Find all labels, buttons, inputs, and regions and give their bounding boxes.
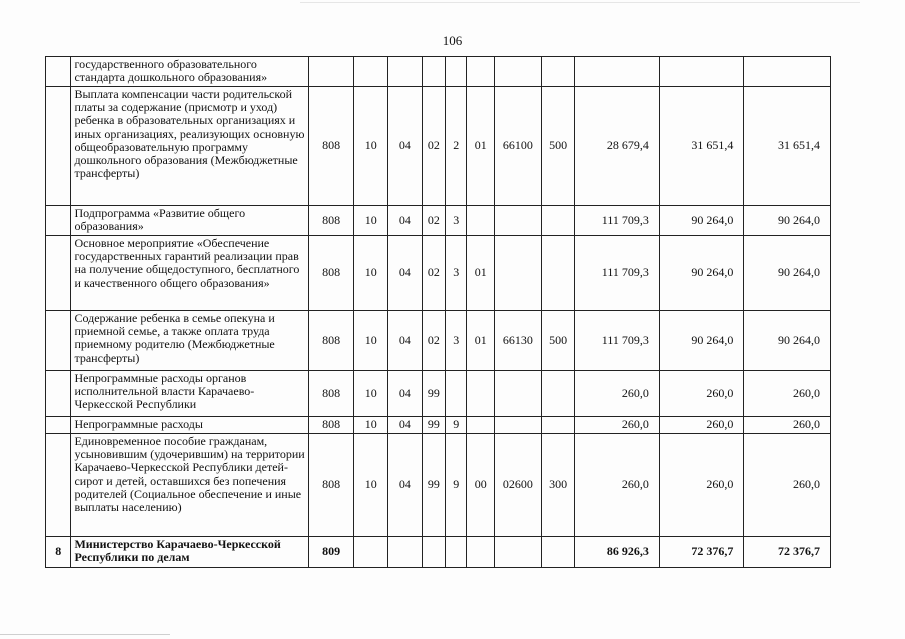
cell-direction: 02600 <box>494 434 541 537</box>
cell-amount-2: 260,0 <box>659 371 744 417</box>
cell-gr: 808 <box>308 417 354 434</box>
cell-program <box>422 57 445 87</box>
cell-amount-3: 90 264,0 <box>744 311 831 371</box>
cell-amount-3: 90 264,0 <box>744 206 831 236</box>
cell-amount-3: 260,0 <box>744 434 831 537</box>
cell-pr <box>388 57 423 87</box>
row-number <box>46 236 71 311</box>
table-row <box>46 371 831 417</box>
cell-gr: 809 <box>308 537 354 568</box>
cell-vr: 500 <box>541 311 575 371</box>
cell-subprogram: 3 <box>446 236 467 311</box>
cell-vr <box>541 537 575 568</box>
cell-amount-2: 90 264,0 <box>659 206 744 236</box>
cell-subprogram <box>446 371 467 417</box>
cell-event: 01 <box>467 236 494 311</box>
row-number <box>46 206 71 236</box>
cell-amount-2: 260,0 <box>659 434 744 537</box>
row-name: Выплата компенсации части родительской платы за содержание (присмотр и уход) ребенка в образовательных организациях и иных организациях, реализующих основную общеобразовательную программу дошкольного образования (Межбюджетные трансферты) <box>71 87 308 206</box>
row-name: государственного образовательного стандарта дошкольного образования» <box>71 57 308 87</box>
cell-rz: 10 <box>354 87 388 206</box>
cell-rz <box>354 57 388 87</box>
cell-vr <box>541 206 575 236</box>
table-row <box>46 57 831 87</box>
cell-gr: 808 <box>308 434 354 537</box>
cell-pr: 04 <box>388 311 423 371</box>
cell-amount-1 <box>575 57 660 87</box>
cell-subprogram: 3 <box>446 206 467 236</box>
cell-vr: 500 <box>541 87 575 206</box>
cell-event <box>467 537 494 568</box>
cell-gr: 808 <box>308 371 354 417</box>
cell-rz: 10 <box>354 206 388 236</box>
cell-gr <box>308 57 354 87</box>
cell-amount-1: 86 926,3 <box>575 537 660 568</box>
row-number <box>46 417 71 434</box>
row-number <box>46 311 71 371</box>
cell-amount-2: 72 376,7 <box>659 537 744 568</box>
row-name: Основное мероприятие «Обеспечение государственных гарантий реализации прав на получение общедоступного, бесплатного и качественного общего образования» <box>71 236 308 311</box>
cell-direction <box>494 371 541 417</box>
cell-event: 01 <box>467 311 494 371</box>
cell-vr: 300 <box>541 434 575 537</box>
cell-amount-3 <box>744 57 831 87</box>
cell-direction <box>494 417 541 434</box>
cell-subprogram: 9 <box>446 434 467 537</box>
cell-gr: 808 <box>308 206 354 236</box>
cell-rz: 10 <box>354 371 388 417</box>
row-name: Непрограммные расходы органов исполнительной власти Карачаево-Черкесской Республики <box>71 371 308 417</box>
cell-rz: 10 <box>354 434 388 537</box>
cell-pr: 04 <box>388 206 423 236</box>
cell-amount-3: 260,0 <box>744 417 831 434</box>
cell-vr <box>541 371 575 417</box>
cell-amount-3: 72 376,7 <box>744 537 831 568</box>
cell-pr: 04 <box>388 87 423 206</box>
cell-subprogram <box>446 57 467 87</box>
scan-artifact-line <box>300 2 860 3</box>
cell-event <box>467 57 494 87</box>
cell-vr <box>541 236 575 311</box>
cell-gr: 808 <box>308 87 354 206</box>
cell-subprogram <box>446 537 467 568</box>
row-name: Непрограммные расходы <box>71 417 308 434</box>
cell-amount-3: 260,0 <box>744 371 831 417</box>
table-row <box>46 87 831 206</box>
cell-amount-1: 260,0 <box>575 434 660 537</box>
cell-program: 99 <box>422 417 445 434</box>
cell-amount-2: 90 264,0 <box>659 311 744 371</box>
table-row <box>46 236 831 311</box>
row-number <box>46 87 71 206</box>
cell-subprogram: 3 <box>446 311 467 371</box>
cell-event <box>467 371 494 417</box>
table-row <box>46 311 831 371</box>
cell-program: 02 <box>422 236 445 311</box>
table-row <box>46 206 831 236</box>
cell-amount-2: 260,0 <box>659 417 744 434</box>
cell-amount-3: 90 264,0 <box>744 236 831 311</box>
cell-direction <box>494 206 541 236</box>
cell-amount-1: 28 679,4 <box>575 87 660 206</box>
cell-rz: 10 <box>354 417 388 434</box>
cell-gr: 808 <box>308 236 354 311</box>
cell-pr: 04 <box>388 371 423 417</box>
cell-rz <box>354 537 388 568</box>
cell-event <box>467 417 494 434</box>
cell-program: 99 <box>422 371 445 417</box>
cell-direction <box>494 236 541 311</box>
cell-pr: 04 <box>388 417 423 434</box>
cell-subprogram: 9 <box>446 417 467 434</box>
cell-amount-1: 111 709,3 <box>575 206 660 236</box>
scan-artifact-line <box>0 634 170 635</box>
cell-vr <box>541 57 575 87</box>
cell-amount-3: 31 651,4 <box>744 87 831 206</box>
cell-amount-1: 260,0 <box>575 417 660 434</box>
cell-program: 02 <box>422 206 445 236</box>
table-row <box>46 537 831 568</box>
cell-program: 02 <box>422 87 445 206</box>
cell-event <box>467 206 494 236</box>
cell-amount-1: 111 709,3 <box>575 311 660 371</box>
cell-amount-2: 90 264,0 <box>659 236 744 311</box>
cell-amount-1: 111 709,3 <box>575 236 660 311</box>
page-number: 106 <box>442 33 463 48</box>
row-name: Подпрограмма «Развитие общего образования» <box>71 206 308 236</box>
row-name: Содержание ребенка в семье опекуна и приемной семье, а также оплата труда приемному родителю (Межбюджетные трансферты) <box>71 311 308 371</box>
cell-event: 01 <box>467 87 494 206</box>
cell-program: 02 <box>422 311 445 371</box>
cell-rz: 10 <box>354 311 388 371</box>
row-name: Единовременное пособие гражданам, усыновившим (удочерившим) на территории Карачаево-Черкесской Республики детей-сирот и детей, оставшихся без попечения родителей (Социальное обеспечение и иные выплаты населению) <box>71 434 308 537</box>
row-number: 8 <box>46 537 71 568</box>
cell-program: 99 <box>422 434 445 537</box>
cell-amount-2 <box>659 57 744 87</box>
cell-direction <box>494 537 541 568</box>
cell-pr: 04 <box>388 434 423 537</box>
cell-amount-2: 31 651,4 <box>659 87 744 206</box>
cell-program <box>422 537 445 568</box>
cell-direction <box>494 57 541 87</box>
row-name: Министерство Карачаево-Черкесской Республики по делам <box>71 537 308 568</box>
budget-table <box>45 56 831 568</box>
row-number <box>46 371 71 417</box>
cell-subprogram: 2 <box>446 87 467 206</box>
cell-direction: 66100 <box>494 87 541 206</box>
cell-pr: 04 <box>388 236 423 311</box>
table-row <box>46 434 831 537</box>
table-row <box>46 417 831 434</box>
cell-amount-1: 260,0 <box>575 371 660 417</box>
row-number <box>46 57 71 87</box>
cell-gr: 808 <box>308 311 354 371</box>
cell-event: 00 <box>467 434 494 537</box>
cell-vr <box>541 417 575 434</box>
cell-direction: 66130 <box>494 311 541 371</box>
cell-rz: 10 <box>354 236 388 311</box>
cell-pr <box>388 537 423 568</box>
row-number <box>46 434 71 537</box>
